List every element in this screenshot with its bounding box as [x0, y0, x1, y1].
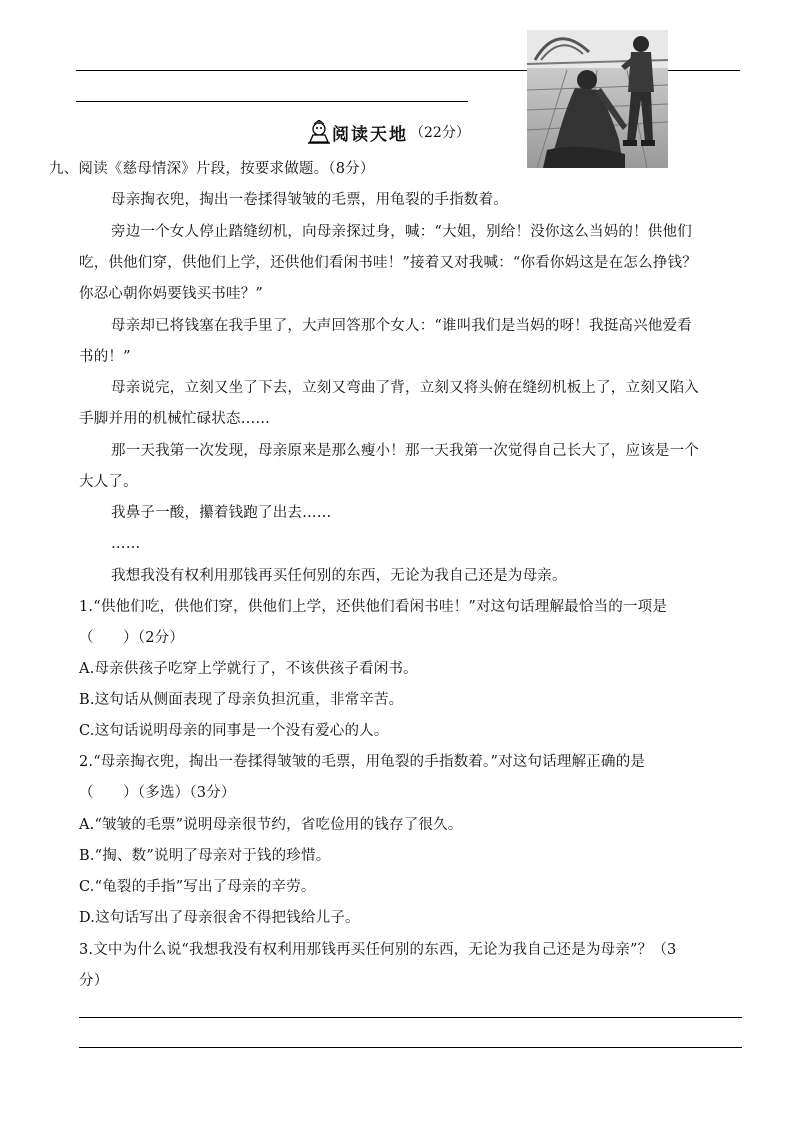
- question-3-answer-line-1[interactable]: [79, 1017, 742, 1018]
- question-2-answer-blank[interactable]: （ ）（多选）（3分）: [79, 785, 236, 801]
- passage-line: 手脚并用的机械忙碌状态……: [79, 411, 271, 427]
- passage-line: 吃，供他们穿，供他们上学，还供他们看闲书哇！”接着又对我喊：“你看你妈这是在怎么挣钱？: [79, 255, 697, 271]
- passage-line: 那一天我第一次发现，母亲原来是那么瘦小！那一天我第一次觉得自己长大了，应该是一个: [111, 443, 699, 459]
- question-1-option-b: B.这句话从侧面表现了母亲负担沉重，非常辛苦。: [79, 692, 404, 708]
- question-1-stem: 1.“供他们吃，供他们穿，供他们上学，还供他们看闲书哇！”对这句话理解最恰当的一项是: [79, 599, 668, 615]
- question-1-answer-blank[interactable]: （ ）（2分）: [79, 630, 185, 646]
- question-2-option-b: B.“掏、数”说明了母亲对于钱的珍惜。: [79, 848, 331, 864]
- top-answer-line-2: [76, 101, 468, 102]
- question-2-option-c: C.“龟裂的手指”写出了母亲的辛劳。: [79, 879, 316, 895]
- passage-line: 母亲却已将钱塞在我手里了，大声回答那个女人：“谁叫我们是当妈的呀！我挺高兴他爱看: [111, 318, 692, 334]
- statue-photo: [527, 30, 668, 168]
- question-3-stem-continued: 分）: [79, 973, 109, 989]
- section-title: 阅读天地: [332, 124, 408, 145]
- passage-line: 旁边一个女人停止踏缝纫机，向母亲探过身，喊：“大姐，别给！没你这么当妈的！供他们: [111, 224, 692, 240]
- question-1-option-a: A.母亲供孩子吃穿上学就行了，不该供孩子看闲书。: [79, 661, 418, 677]
- question-2-option-a: A.“皱皱的毛票”说明母亲很节约，省吃俭用的钱存了很久。: [79, 817, 463, 833]
- passage-line: ……: [111, 536, 141, 552]
- question-2-option-d: D.这句话写出了母亲很舍不得把钱给儿子。: [79, 910, 360, 926]
- question-3-stem: 3.文中为什么说“我想我没有权利用那钱再买任何别的东西，无论为我自己还是为母亲”？（3: [79, 942, 677, 958]
- question-header: 九、阅读《慈母情深》片段，按要求做题。（8分）: [49, 161, 375, 177]
- passage-line: 你忍心朝你妈要钱买书哇？”: [79, 286, 264, 302]
- pencil-mascot-icon: [306, 120, 332, 144]
- section-score: （22分）: [410, 125, 470, 141]
- passage-line: 书的！”: [79, 349, 131, 365]
- passage-line: 母亲说完，立刻又坐了下去，立刻又弯曲了背，立刻又将头俯在缝纫机板上了，立刻又陷入: [111, 380, 699, 396]
- question-3-answer-line-2[interactable]: [79, 1047, 742, 1048]
- section-heading: [306, 119, 470, 145]
- passage-line: 大人了。: [79, 474, 138, 490]
- question-2-stem: 2.“母亲掏衣兜，掏出一卷揉得皱皱的毛票，用龟裂的手指数着。”对这句话理解正确的是: [79, 754, 646, 770]
- question-1-option-c: C.这句话说明母亲的同事是一个没有爱心的人。: [79, 723, 389, 739]
- passage-line: 我鼻子一酸，攥着钱跑了出去……: [111, 505, 332, 521]
- passage-line: 我想我没有权利用那钱再买任何别的东西，无论为我自己还是为母亲。: [111, 568, 567, 584]
- passage-line: 母亲掏衣兜，掏出一卷揉得皱皱的毛票，用龟裂的手指数着。: [111, 192, 508, 208]
